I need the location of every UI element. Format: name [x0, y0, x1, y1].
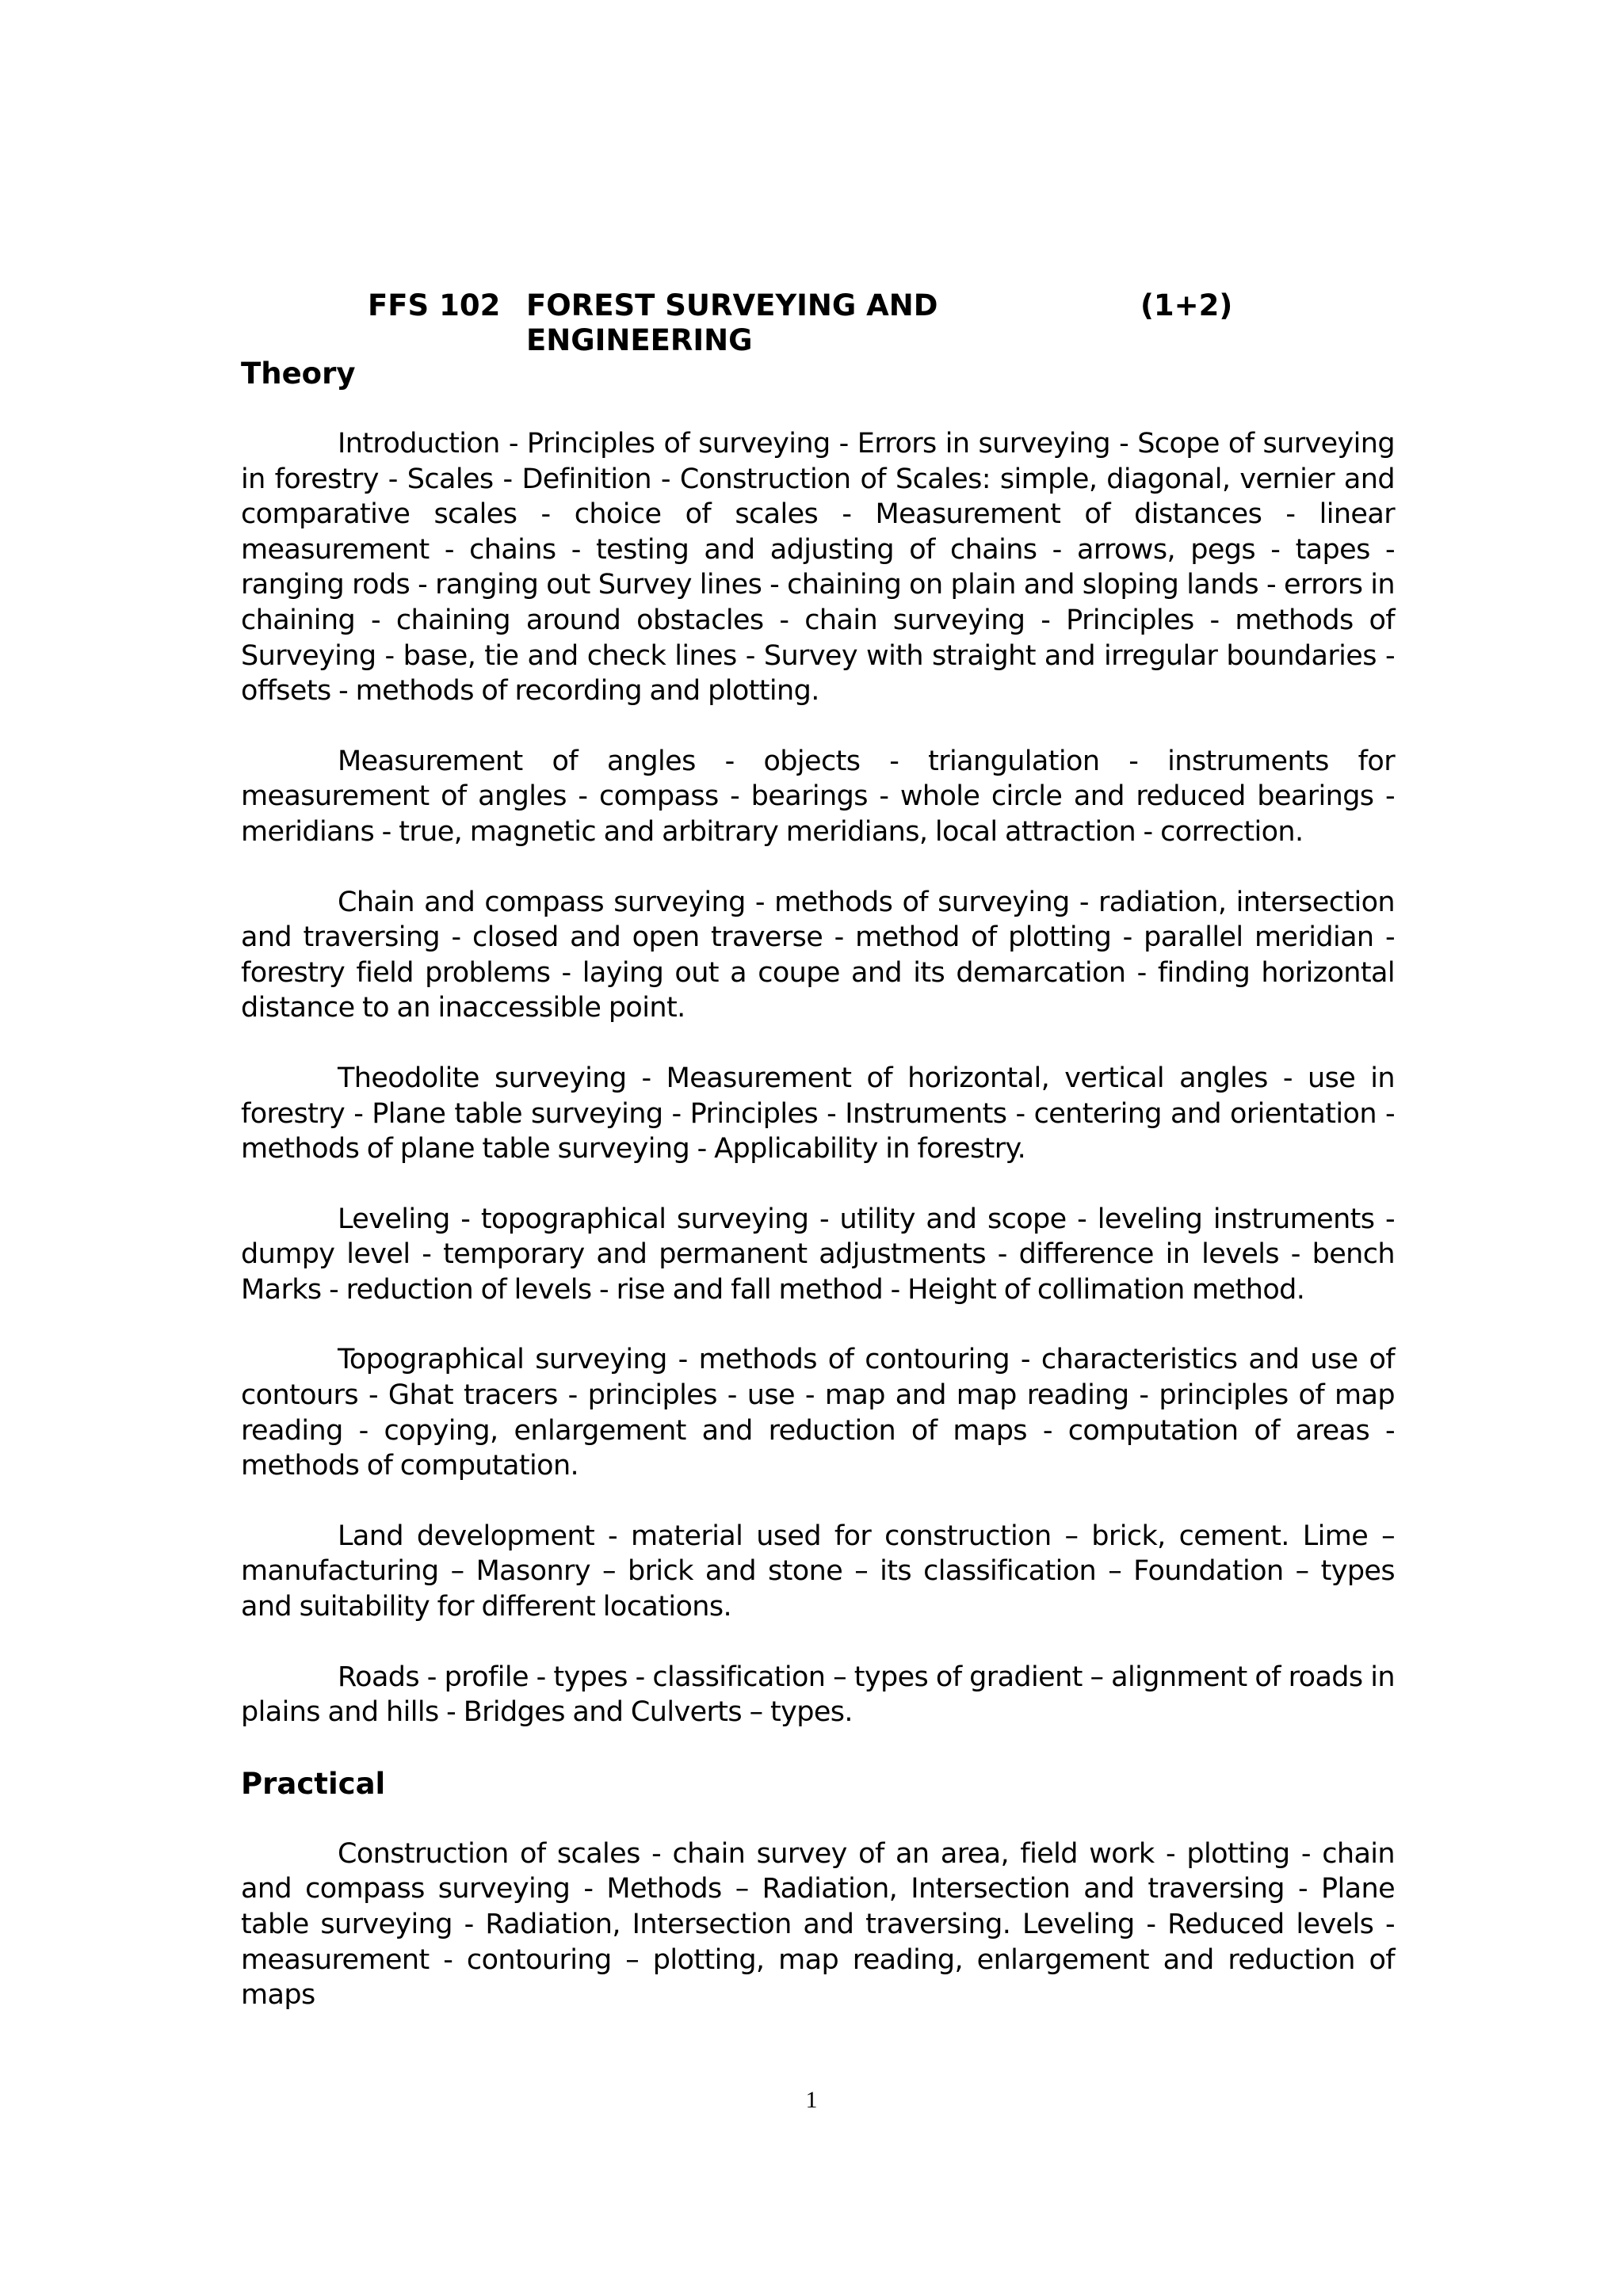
- theory-paragraph: Land development - material used for construction – brick, cement. Lime – manufacturing – Masonry – brick and stone – its classification – Foundation – types and suitability for different locations.: [241, 1520, 1395, 1623]
- course-credits: (1+2): [1140, 288, 1233, 322]
- practical-section: [241, 1836, 1395, 2013]
- theory-paragraph: Measurement of angles - objects - triangulation - instruments for measurement of angles - compass - bearings - whole circle and reduced bearings - meridians - true, magnetic and arbitrary meridians, local attraction - correction.: [241, 745, 1395, 848]
- course-title: [368, 288, 1395, 357]
- theory-section: [241, 426, 1395, 1730]
- theory-paragraph: Leveling - topographical surveying - utility and scope - leveling instruments - dumpy level - temporary and permanent adjustments - difference in levels - bench Marks - reduction of levels - rise and fall method - Height of collimation method.: [241, 1203, 1395, 1306]
- page-number: 1: [805, 2087, 818, 2113]
- document-page: [241, 288, 1395, 2013]
- theory-paragraph: Topographical surveying - methods of contouring - characteristics and use of contours - Ghat tracers - principles - use - map and map reading - principles of map reading - copying, enlargement and reduction of maps - computation of areas - methods of computation.: [241, 1344, 1395, 1482]
- practical-heading: Practical: [241, 1766, 386, 1801]
- course-name: FOREST SURVEYING AND ENGINEERING: [526, 288, 938, 357]
- theory-paragraph: Roads - profile - types - classification – types of gradient – alignment of roads in plains and hills - Bridges and Culverts – types.: [241, 1661, 1395, 1729]
- theory-paragraph: Introduction - Principles of surveying - Errors in surveying - Scope of surveying in forestry - Scales - Definition - Construction of Scales: simple, diagonal, vernier and comparative scales - choice of scales - Measurement of distances - linear measurement - chains - testing and adjusting of chains - arrows, pegs - tapes - ranging rods - ranging out Survey lines - chaining on plain and sloping lands - errors in chaining - chaining around obstacles - chain surveying - Principles - methods of Surveying - base, tie and check lines - Survey with straight and irregular boundaries - offsets - methods of recording and plotting.: [241, 428, 1395, 707]
- theory-paragraph: Theodolite surveying - Measurement of horizontal, vertical angles - use in forestry - Plane table surveying - Principles - Instruments - centering and orientation - methods of plane table surveying - Applicability in forestry.: [241, 1062, 1395, 1165]
- course-code: FFS 102: [368, 288, 501, 322]
- theory-paragraph: Chain and compass surveying - methods of surveying - radiation, intersection and traversing - closed and open traverse - method of plotting - parallel meridian - forestry field problems - laying out a coupe and its demarcation - finding horizontal distance to an inaccessible point.: [241, 886, 1395, 1024]
- practical-paragraph: Construction of scales - chain survey of an area, field work - plotting - chain and compass surveying - Methods – Radiation, Intersection and traversing - Plane table surveying - Radiation, Intersection and traversing. Leveling - Reduced levels - measurement - contouring – plotting, map reading, enlargement and reduction of maps: [241, 1837, 1395, 2012]
- theory-heading: Theory: [241, 357, 356, 391]
